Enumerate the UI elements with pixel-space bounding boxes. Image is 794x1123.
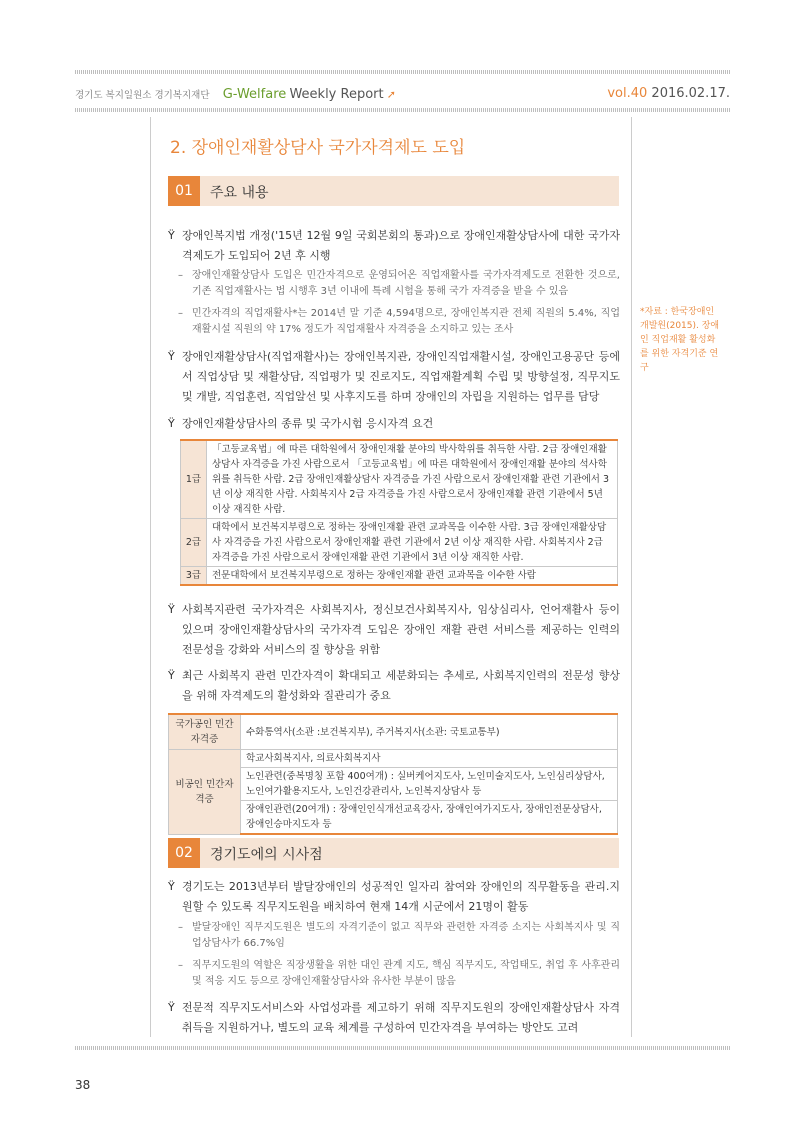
cert-list: 노인관련(중복명칭 포함 400여개) : 실버케어지도사, 노인미술지도사, 노인심리상담사, 노인여가활용지도사, 노인건강관리사, 노인복지상담사 등 bbox=[241, 768, 618, 801]
header-report: Weekly Report bbox=[289, 87, 384, 102]
grade-label: 1급 bbox=[181, 440, 207, 519]
side-note: *자료 : 한국장애인개발원(2015). 장애인 직업재활 활성화를 위한 자격기준 연구 bbox=[640, 307, 720, 373]
bullet-text: 사회복지관련 국가자격은 사회복지사, 정신보건사회복지사, 임상심리사, 언어재활사 등이 있으며 장애인재활상담사의 국가자격 도입은 장애인 재활 관련 서비스를 제공하는 인력의 전문성을 강화와 서비스의 질 향상을 위함 bbox=[182, 603, 620, 656]
bullet-mark: Ÿ bbox=[168, 880, 175, 893]
bullet-item bbox=[168, 347, 620, 407]
dash-text: 직무지도원의 역할은 직장생활을 위한 대인 관계 지도, 핵심 직무지도, 작업태도, 취업 후 사후관리 및 적응 지도 등으로 장애인재활상담사와 유사한 부분이 많음 bbox=[192, 960, 620, 987]
dash-mark: – bbox=[178, 960, 183, 971]
bullet-text: 전문적 직무지도서비스와 사업성과를 제고하기 위해 직무지도원의 장애인재활상담사 자격 취득을 지원하거나, 별도의 교육 체계를 구성하여 민간자격을 부여하는 방안도 고려 bbox=[182, 1001, 620, 1034]
table-row bbox=[181, 440, 618, 519]
table-row bbox=[169, 750, 618, 768]
section-heading: 주요 내용 bbox=[210, 185, 269, 201]
header-org: 경기도 복지일원소 경기복지재단 bbox=[75, 90, 210, 101]
header-divider-bottom bbox=[75, 108, 730, 112]
section-heading: 경기도에의 시사점 bbox=[210, 847, 323, 863]
cert-list: 학교사회복지사, 의료사회복지사 bbox=[241, 750, 618, 768]
bullet-mark: Ÿ bbox=[168, 603, 175, 616]
bullet-text: 장애인재활상담사(직업재활사)는 장애인복지관, 장애인직업재활시설, 장애인고용공단 등에서 직업상담 및 재활상담, 직업평가 및 진로지도, 직업재활계획 수립 및 방향설정, 직무지도 및 개발, 직업훈련, 직업알선 및 사후지도를 하며 장애인의 자립을 지원하는 업무를 담당 bbox=[182, 350, 620, 403]
dash-item bbox=[178, 958, 620, 990]
dash-text: 민간자격의 직업재활사*는 2014년 말 기준 4,594명으로, 장애인복지관 전체 직원의 5.4%, 직업재활시설 직원의 약 17% 정도가 직업재활사 자격증을 소지하고 있는 조사 bbox=[192, 308, 620, 335]
grade-requirement: 대학에서 보건복지부령으로 정하는 장애인재활 관련 교과목을 이수한 사람. 3급 장애인재활상담사 자격증을 가진 사람으로서 장애인재활 관련 기관에서 2년 이상 재직한 사람. 사회복지사 2급 자격증을 가진 사람으로서 장애인재활 관련 기관에서 3년 이상 재직한 사람. bbox=[207, 519, 618, 567]
dash-text: 발달장애인 직무지도원은 별도의 자격기준이 없고 직무와 관련한 자격증 소지는 사회복지사 및 직업상담사가 66.7%임 bbox=[192, 922, 620, 949]
header-right bbox=[607, 86, 730, 101]
bullet-item bbox=[168, 998, 620, 1038]
dash-item bbox=[178, 268, 620, 300]
section-bar-01 bbox=[168, 176, 619, 206]
header-left bbox=[75, 87, 396, 102]
bullet-text: 경기도는 2013년부터 발달장애인의 성공적인 일자리 참여와 장애인의 직무활동을 관리.지원할 수 있도록 직무지도원을 배치하여 현재 14개 시군에서 21명이 활동 bbox=[182, 880, 620, 913]
dash-item bbox=[178, 306, 620, 338]
section-bar-02 bbox=[168, 838, 619, 868]
leaf-arrow-icon: ➚ bbox=[386, 88, 397, 101]
bullet-text: 최근 사회복지 관련 민간자격이 확대되고 세분화되는 추세로, 사회복지인력의 전문성 향상을 위해 자격제도의 활성화와 질관리가 중요 bbox=[182, 669, 620, 702]
bullet-item bbox=[168, 666, 620, 706]
bullet-mark: Ÿ bbox=[168, 669, 175, 682]
table-row bbox=[181, 567, 618, 586]
bullet-item bbox=[168, 414, 620, 434]
grade-label: 3급 bbox=[181, 567, 207, 586]
dash-mark: – bbox=[178, 270, 183, 281]
grade-requirement: 전문대학에서 보건복지부령으로 정하는 장애인재활 관련 교과목을 이수한 사람 bbox=[207, 567, 618, 586]
bullet-text: 장애인재활상담사의 종류 및 국가시험 응시자격 요건 bbox=[182, 417, 434, 430]
bullet-item bbox=[168, 600, 620, 660]
bullet-mark: Ÿ bbox=[168, 229, 175, 242]
cert-category: 비공인 민간자격증 bbox=[169, 750, 241, 835]
bullet-item bbox=[168, 226, 620, 266]
header-brand: G-Welfare bbox=[222, 87, 287, 102]
dash-mark: – bbox=[178, 922, 183, 933]
cert-list: 수화통역사(소관 :보건복지부), 주거복지사(소관: 국토교통부) bbox=[241, 714, 618, 750]
grade-requirement: 「고등교육법」에 따른 대학원에서 장애인재활 분야의 박사학위를 취득한 사람. 2급 장애인재활상담사 자격증을 가진 사람으로서 「고등교육법」에 따른 대학원에서 장애인재활 분야의 석사학위를 취득한 사람. 2급 장애인재활상담사 자격증을 가진 사람으로서 장애인재활 관련 기관에서 3년 이상 재직한 사람. 사회복지사 2급 자격증을 가진 사람으로서 장애인재활 관련 기관에서 5년 이상 재직한 사람. bbox=[207, 440, 618, 519]
bullet-text: 장애인복지법 개정('15년 12월 9일 국회본회의 통과)으로 장애인재활상담사에 대한 국가자격제도가 도입되어 2년 후 시행 bbox=[182, 229, 620, 262]
cert-category: 국가공인 민간자격증 bbox=[169, 714, 241, 750]
bullet-item bbox=[168, 877, 620, 917]
header-date: 2016.02.17. bbox=[651, 86, 730, 101]
grade-requirements-table bbox=[180, 439, 618, 586]
dash-text: 장애인재활상담사 도입은 민간자격으로 운영되어온 직업재활사를 국가자격제도로 전환한 것으로, 기존 직업재활사는 법 시행후 3년 이내에 특례 시험을 통해 국가 자격증을 받을 수 있음 bbox=[192, 270, 620, 297]
certificate-table bbox=[168, 713, 618, 835]
header-vol: vol.40 bbox=[607, 86, 648, 101]
page-number: 38 bbox=[75, 1078, 91, 1092]
table-row bbox=[169, 714, 618, 750]
dash-mark: – bbox=[178, 308, 183, 319]
table-row bbox=[181, 519, 618, 567]
section-title: 2. 장애인재활상담사 국가자격제도 도입 bbox=[170, 138, 466, 158]
cert-list: 장애인관련(20여개) : 장애인인식개선교육강사, 장애인여가지도사, 장애인전문상담사, 장애인승마지도자 등 bbox=[241, 801, 618, 835]
dash-item bbox=[178, 920, 620, 952]
bullet-mark: Ÿ bbox=[168, 350, 175, 363]
section-number: 02 bbox=[168, 838, 200, 868]
bullet-mark: Ÿ bbox=[168, 417, 175, 430]
grade-label: 2급 bbox=[181, 519, 207, 567]
bullet-mark: Ÿ bbox=[168, 1001, 175, 1014]
footer-divider bbox=[75, 1046, 730, 1050]
section-number: 01 bbox=[168, 176, 200, 206]
header-divider-top bbox=[75, 70, 730, 74]
